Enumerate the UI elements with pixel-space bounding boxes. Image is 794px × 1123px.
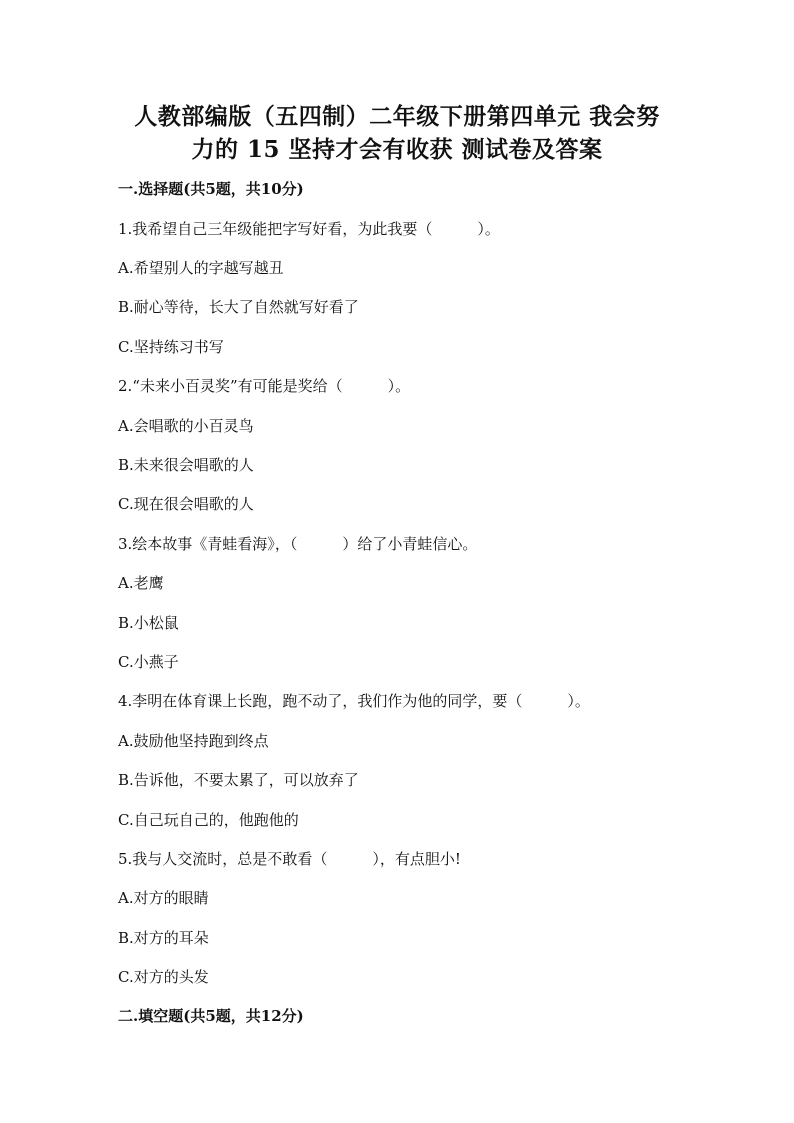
document-title-line-2: 力的 15 坚持才会有收获 测试卷及答案 (191, 136, 603, 163)
question-5-stem: 5.我与人交流时，总是不敢看（ ），有点胆小! (118, 850, 461, 868)
question-5-option-b: B.对方的耳朵 (118, 929, 209, 947)
question-1-option-c: C.坚持练习书写 (118, 338, 224, 356)
question-4-stem: 4.李明在体育课上长跑，跑不动了，我们作为他的同学，要（ ）。 (118, 692, 590, 710)
question-5-option-a: A.对方的眼睛 (118, 889, 209, 907)
question-5-option-c: C.对方的头发 (118, 968, 209, 986)
question-3-option-b: B.小松鼠 (118, 614, 179, 632)
question-4-option-b: B.告诉他，不要太累了，可以放弃了 (118, 771, 359, 789)
question-2-option-a: A.会唱歌的小百灵鸟 (118, 417, 254, 435)
question-3-stem: 3.绘本故事《青蛙看海》，（ ）给了小青蛙信心。 (118, 535, 478, 553)
question-3-option-a: A.老鹰 (118, 574, 164, 592)
document-title-line-1: 人教部编版（五四制）二年级下册第四单元 我会努 (134, 103, 660, 130)
question-3-option-c: C.小燕子 (118, 653, 179, 671)
question-2-option-c: C.现在很会唱歌的人 (118, 495, 254, 513)
section-heading-fill-in-blank: 二.填空题(共5题，共12分) (118, 1007, 304, 1025)
section-heading-multiple-choice: 一.选择题(共5题，共10分) (118, 180, 304, 198)
question-4-option-a: A.鼓励他坚持跑到终点 (118, 732, 269, 750)
question-1-stem: 1.我希望自己三年级能把字写好看，为此我要（ ）。 (118, 220, 500, 238)
question-1-option-b: B.耐心等待，长大了自然就写好看了 (118, 298, 359, 316)
question-2-stem: 2.“未来小百灵奖”有可能是奖给（ ）。 (118, 377, 411, 395)
question-1-option-a: A.希望别人的字越写越丑 (118, 259, 284, 277)
question-4-option-c: C.自己玩自己的，他跑他的 (118, 811, 299, 829)
question-2-option-b: B.未来很会唱歌的人 (118, 456, 254, 474)
